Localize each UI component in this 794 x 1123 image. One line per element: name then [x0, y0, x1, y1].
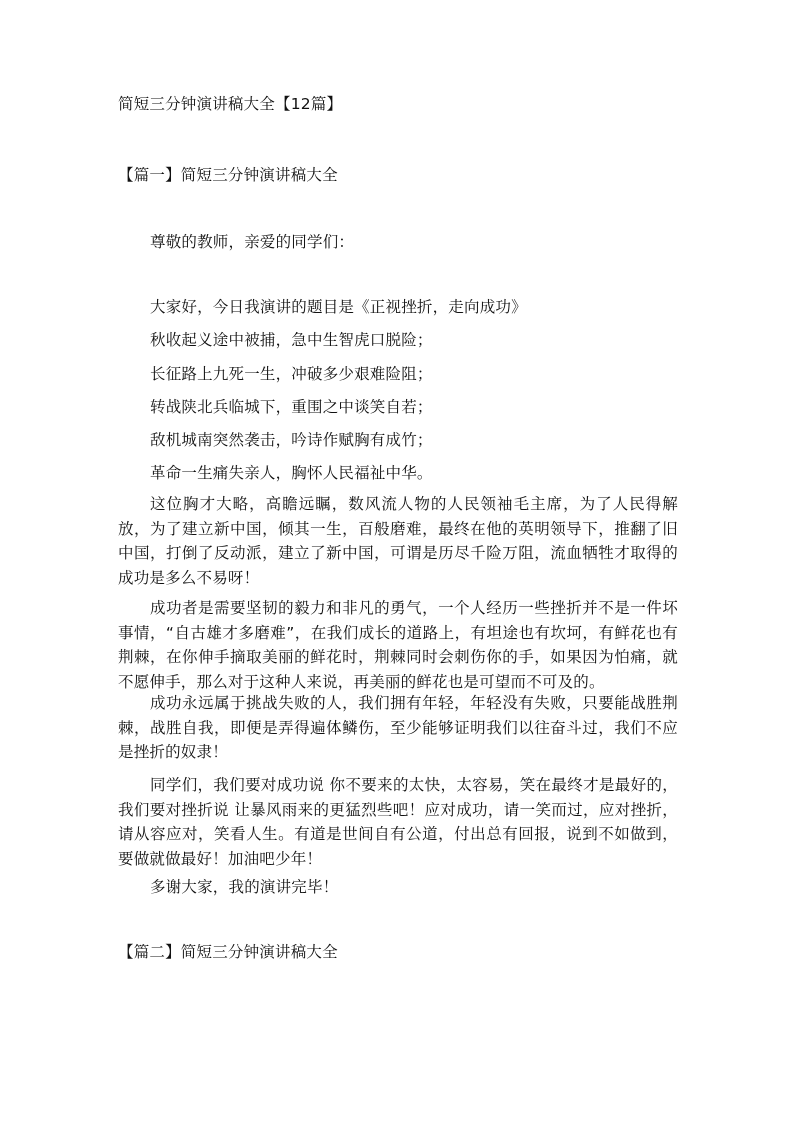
document-title: 简短三分钟演讲稿大全【12篇】	[118, 95, 343, 113]
poem-line: 长征路上九死一生，冲破多少艰难险阻；	[150, 365, 433, 383]
poem-line: 转战陕北兵临城下，重围之中谈笑自若；	[150, 398, 433, 416]
section-heading-2: 【篇二】简短三分钟演讲稿大全	[118, 943, 338, 961]
poem-line: 革命一生痛失亲人，胸怀人民福祉中华。	[150, 464, 433, 482]
body-paragraph: 这位胸才大略，高瞻远瞩，数风流人物的人民领袖毛主席，为了人民得解放，为了建立新中国，倾其一生，百般磨难，最终在他的英明领导下，推翻了旧中国，打倒了反动派，建立了新中国，可谓是历尽千险万阻，流血牺牲才取得的成功是多么不易呀！	[118, 495, 678, 587]
salutation: 尊敬的教师，亲爱的同学们：	[150, 233, 355, 251]
speech-intro: 大家好，今日我演讲的题目是《正视挫折，走向成功》	[150, 298, 527, 316]
closing-line: 多谢大家，我的演讲完毕！	[150, 878, 339, 896]
poem-line: 敌机城南突然袭击，吟诗作赋胸有成竹；	[150, 431, 433, 449]
poem-line: 秋收起义途中被捕，急中生智虎口脱险；	[150, 331, 433, 349]
section-heading-1: 【篇一】简短三分钟演讲稿大全	[118, 166, 338, 184]
body-paragraph: 同学们，我们要对成功说 你不要来的太快，太容易，笑在最终才是最好的，我们要对挫折说 让暴风雨来的更猛烈些吧！应对成功，请一笑而过，应对挫折，请从容应对，笑看人生。有道是世间自有公道，付出总有回报，说到不如做到，要做就做最好！加油吧少年！	[118, 776, 678, 868]
body-paragraph: 成功永远属于挑战失败的人，我们拥有年轻，年轻没有失败，只要能战胜荆棘，战胜自我，即便是弄得遍体鳞伤，至少能够证明我们以往奋斗过，我们不应是挫折的奴隶！	[118, 694, 678, 761]
body-paragraph: 成功者是需要坚韧的毅力和非凡的勇气，一个人经历一些挫折并不是一件坏事情，“自古雄才多磨难”，在我们成长的道路上，有坦途也有坎坷，有鲜花也有荆棘，在你伸手摘取美丽的鲜花时，荆棘同时会刺伤你的手，如果因为怕痛，就不愿伸手，那么对于这种人来说，再美丽的鲜花也是可望而不可及的。	[118, 599, 678, 691]
